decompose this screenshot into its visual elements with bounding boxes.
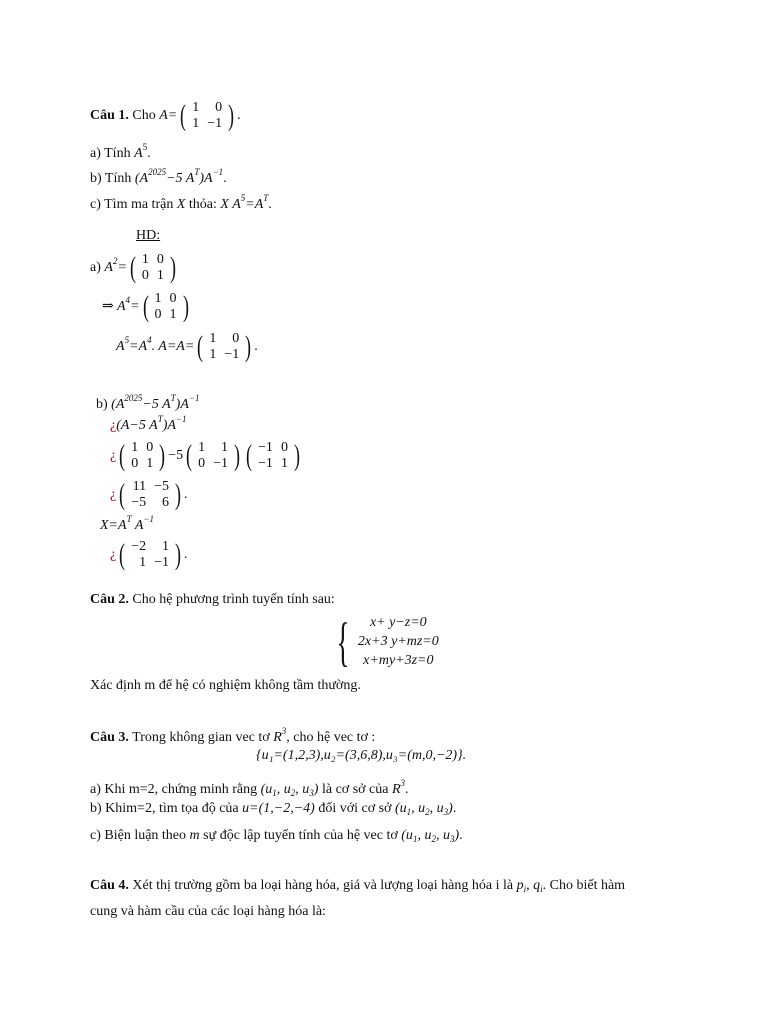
q3-part-b: b) Khim=2, tìm tọa độ của u=(1,−2,−4) đối với cơ sở ($u_1$, $u_2$, $u_3$). <box>90 801 457 817</box>
hd-c-line2: ¿ ( −2 1 1 −1 ) . <box>110 538 188 571</box>
q1-part-a: a) Tính $A^5$. <box>90 142 151 161</box>
q3-vector-set: {u₁=(1,2,3),u₂=(3,6,8),u₃=(m,0,−2)}. <box>256 748 467 763</box>
hd-b-line3: ¿ ( 1 0 0 1 ) −5 ( 1 1 0 −1 ) ( −1 0 −1 1 ) <box>110 439 300 472</box>
matrix-A: ( 1 0 1 −1 ) <box>180 99 235 132</box>
q2-statement: Câu 2. Cho hệ phương trình tuyến tính sau: <box>90 592 335 607</box>
q1-statement: Câu 1. Cho A= ( 1 0 1 −1 ) . <box>90 99 241 132</box>
hd-b-line2: ¿(A−5 $A^T)A^{-1}$ <box>110 414 187 433</box>
q1-part-b: b) Tính ($A^{2025}-5$ $A^T)A^{-1}$. <box>90 167 227 186</box>
hd-b-line1: b) ($A^{2025}-5$ $A^T)A^{-1}$ <box>96 393 200 412</box>
q4-line2: cung và hàm cầu của các loại hàng hóa là: <box>90 904 326 919</box>
q2-task: Xác định m để hệ có nghiệm không tầm thường. <box>90 678 361 693</box>
q3-statement: Câu 3. Trong không gian vec tơ $R^3$, cho hệ vec tơ : <box>90 726 376 745</box>
q3-part-a: a) Khi m=2, chứng minh rằng ($u_1$, $u_2$, $u_3$) là cơ sở của $R^3$. <box>90 778 409 798</box>
q2-system: { x+ y−z=0 2x+3 y+mz=0 x+my+3z=0 <box>336 611 439 672</box>
hd-label: HD: <box>136 228 161 243</box>
q2-eq3: x+my+3z=0 <box>363 653 434 668</box>
hd-c-line1: $X=A^T$ $A^{-1}$ <box>100 514 154 533</box>
hd-a-A5: $A^5=A^4$. A=A= ( 1 0 1 −1 ) . <box>116 330 258 363</box>
q1-part-c: c) Tìm ma trận X thỏa: X $A^5=A^T$. <box>90 193 272 212</box>
q2-eq2: 2x+3 y+mz=0 <box>357 634 439 649</box>
q1-a-label: A= <box>159 108 178 124</box>
q4-statement: Câu 4. Xét thị trường gồm ba loại hàng hóa, giá và lượng loại hàng hóa i là $p_i$, $q_i$. Cho biết hàm <box>90 878 626 894</box>
q1-title: Câu 1. <box>90 108 129 124</box>
hd-b-line4: ¿ ( 11 −5 −5 6 ) . <box>110 478 188 511</box>
hd-a-A2: a) $A^2=$ ( 1 0 0 1 ) <box>90 251 176 284</box>
hd-a-A4: ⇒ $A^4=$ ( 1 0 0 1 ) <box>102 290 189 323</box>
q1-intro: Cho <box>132 108 156 124</box>
q3-part-c: c) Biện luận theo m sự độc lập tuyến tính của hệ vec tơ ($u_1$, $u_2$, $u_3$). <box>90 828 463 844</box>
q2-eq1: x+ y−z=0 <box>369 615 427 630</box>
